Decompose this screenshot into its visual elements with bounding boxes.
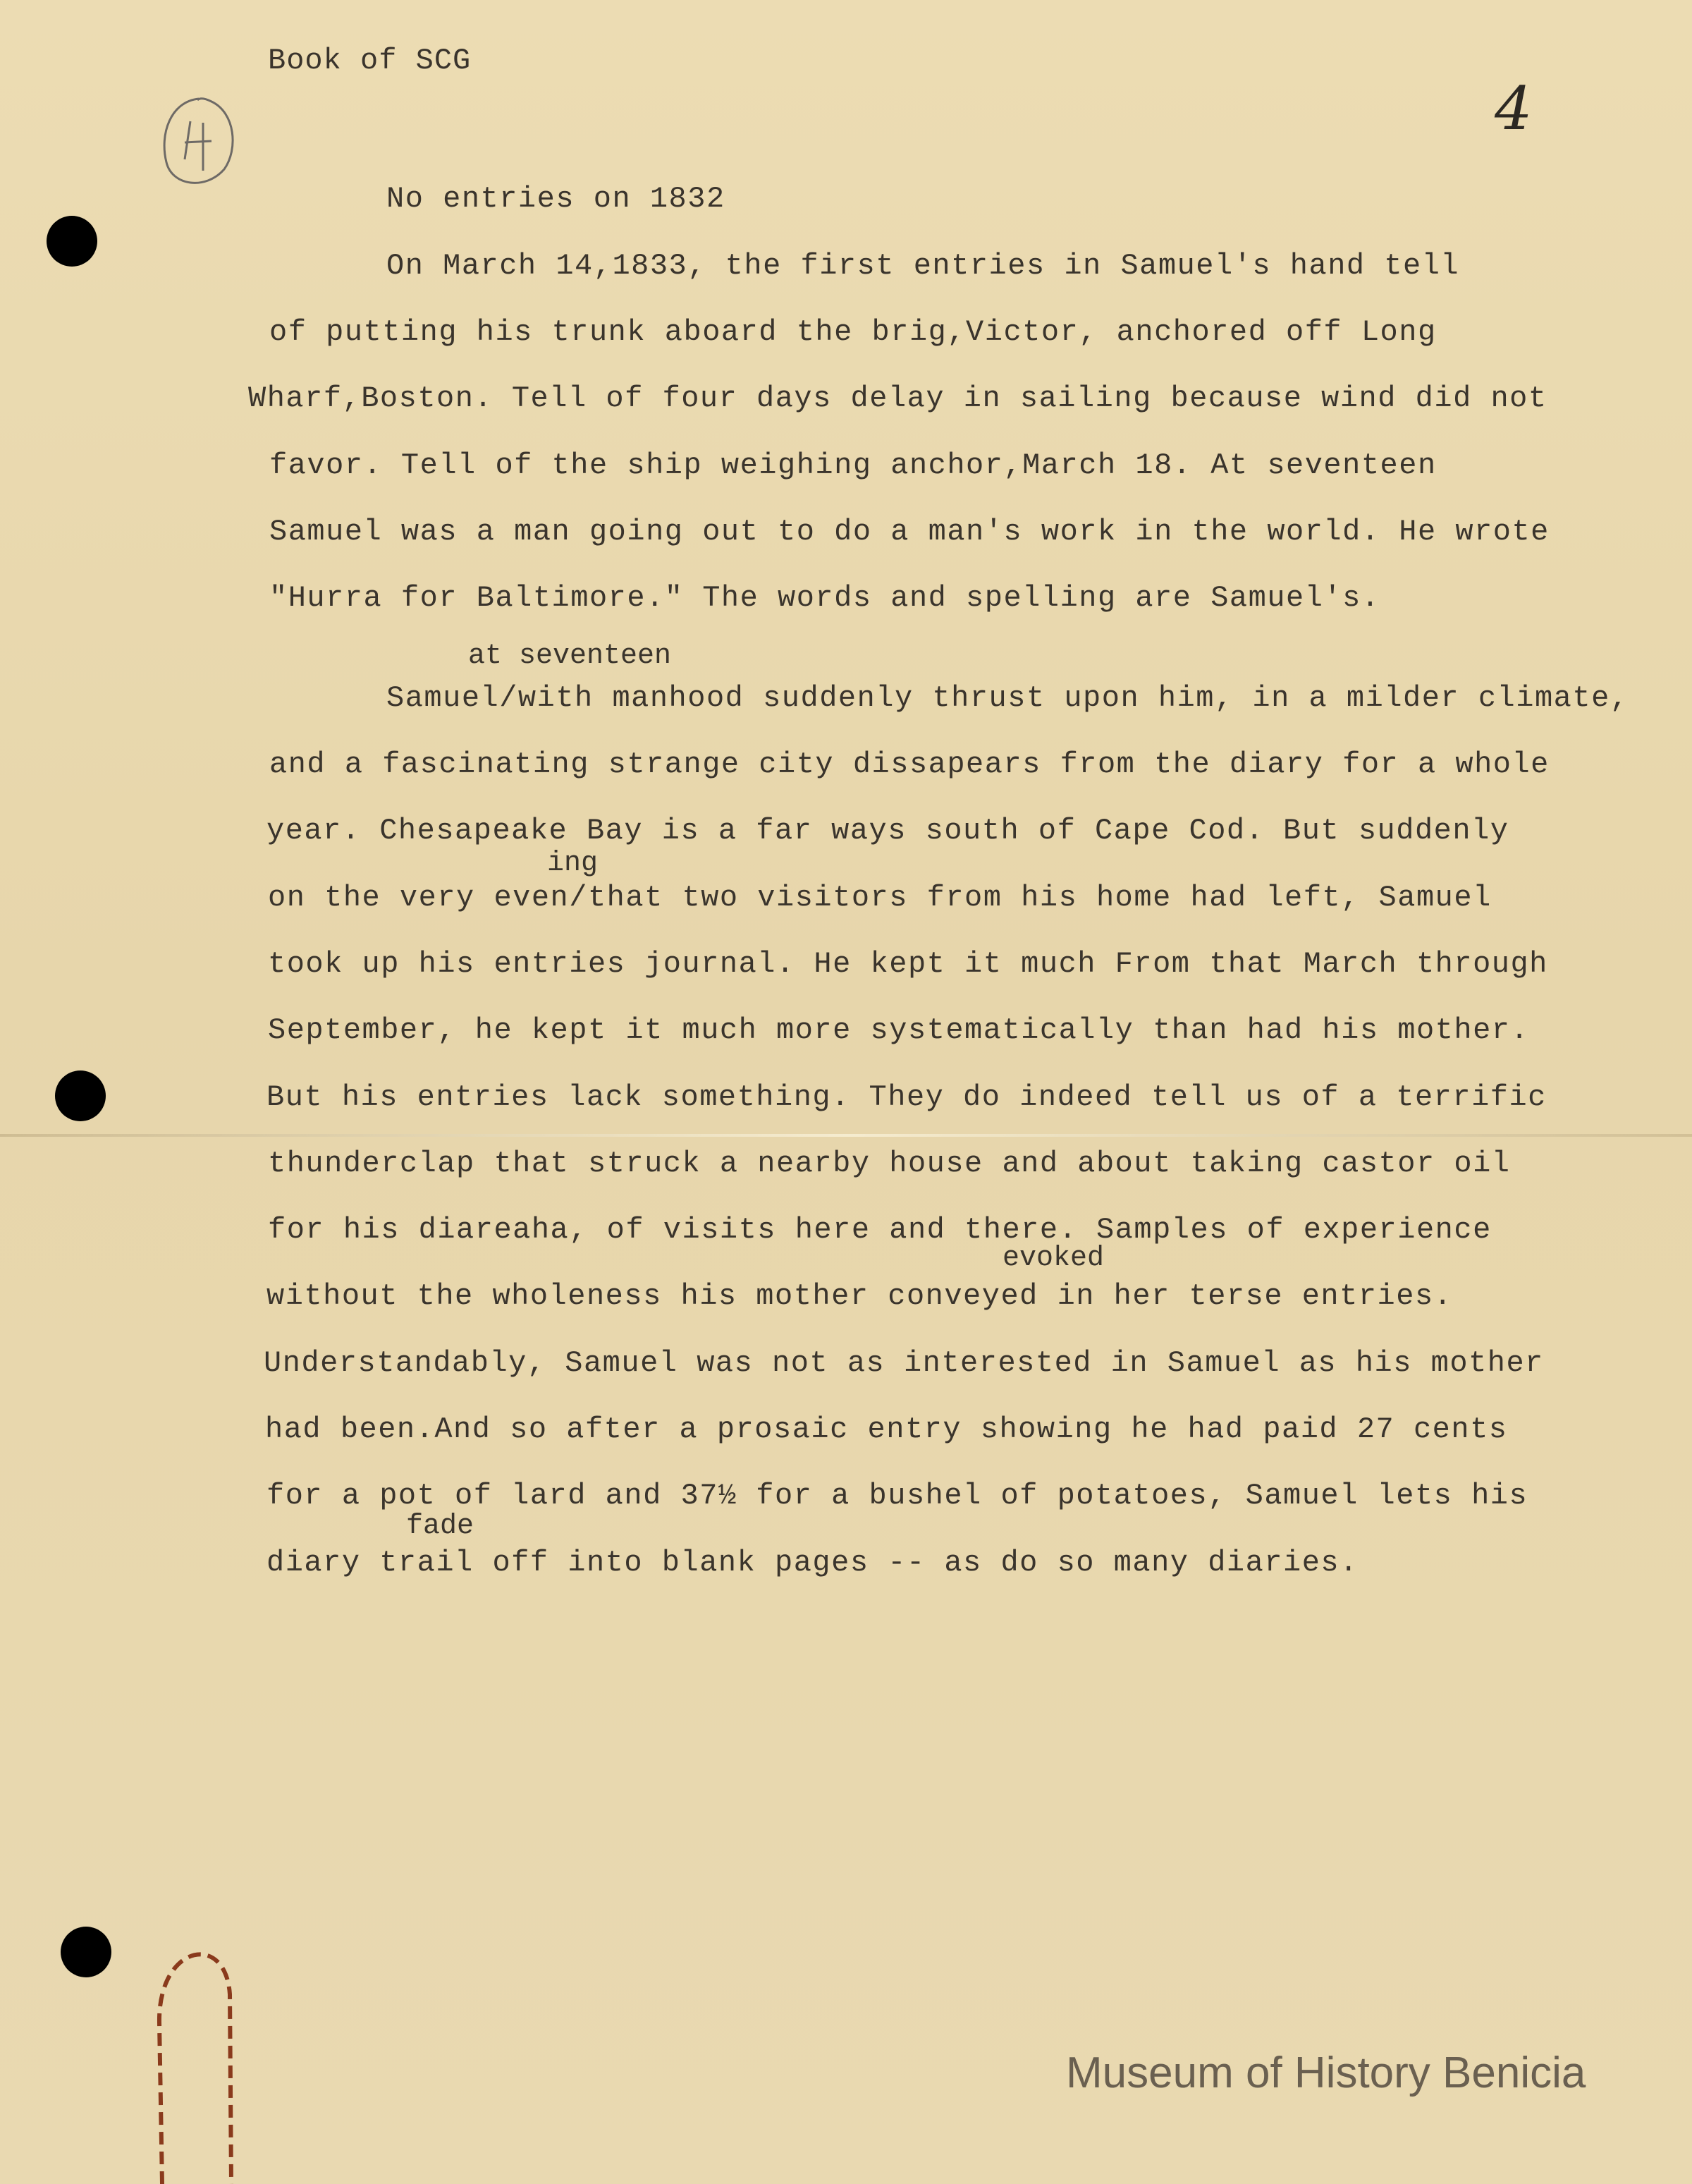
text-line-20: for a pot of lard and 37½ for a bushel of potatoes, Samuel lets his: [266, 1479, 1528, 1513]
punch-hole-middle: [55, 1070, 106, 1121]
text-line-3: of putting his trunk aboard the brig,Victor, anchored off Long: [269, 315, 1437, 349]
text-line-11: on the very even/that two visitors from his home had left, Samuel: [268, 881, 1492, 915]
interlinear-at-seventeen: at seventeen: [468, 640, 672, 672]
text-line-17: without the wholeness his mother conveyed in her terse entries.: [266, 1279, 1453, 1313]
document-header: Book of SCG: [268, 44, 472, 78]
text-line-9: and a fascinating strange city dissapears from the diary for a whole: [269, 748, 1550, 781]
page-number: 4: [1495, 74, 1533, 143]
text-line-13: September, he kept it much more systematically than had his mother.: [268, 1013, 1530, 1047]
text-line-16: for his diareaha, of visits here and there. Samples of experience: [268, 1213, 1492, 1247]
text-line-1: No entries on 1832: [386, 182, 725, 216]
interlinear-fade: fade: [406, 1511, 474, 1542]
interlinear-ing: ing: [547, 848, 599, 879]
text-line-6: Samuel was a man going out to do a man's work in the world. He wrote: [269, 515, 1550, 549]
text-line-8: Samuel/with manhood suddenly thrust upon him, in a milder climate,: [386, 681, 1629, 715]
text-line-12: took up his entries journal. He kept it much From that March through: [268, 947, 1548, 981]
text-line-5: favor. Tell of the ship weighing anchor,March 18. At seventeen: [269, 449, 1437, 482]
text-line-4: Wharf,Boston. Tell of four days delay in sailing because wind did not: [248, 382, 1547, 415]
text-line-14: But his entries lack something. They do indeed tell us of a terrific: [266, 1080, 1547, 1114]
punch-hole-top: [47, 216, 97, 267]
circled-page-mark: [157, 92, 240, 197]
paper-fold-crease: [0, 1134, 1692, 1137]
text-line-10: year. Chesapeake Bay is a far ways south of Cape Cod. But suddenly: [266, 814, 1509, 848]
museum-watermark: Museum of History Benicia: [1066, 2049, 1586, 2097]
text-line-7: "Hurra for Baltimore." The words and spelling are Samuel's.: [269, 581, 1380, 615]
text-line-19: had been.And so after a prosaic entry showing he had paid 27 cents: [265, 1413, 1508, 1446]
punch-hole-bottom: [61, 1927, 111, 1977]
text-line-21: diary trail off into blank pages -- as do so many diaries.: [266, 1546, 1359, 1580]
rusty-staple-mark: [149, 1917, 241, 2184]
text-line-2: On March 14,1833, the first entries in Samuel's hand tell: [386, 249, 1460, 283]
text-line-18: Understandably, Samuel was not as interested in Samuel as his mother: [264, 1346, 1544, 1380]
interlinear-evoked: evoked: [1003, 1243, 1105, 1274]
text-line-15: thunderclap that struck a nearby house and about taking castor oil: [268, 1147, 1511, 1181]
